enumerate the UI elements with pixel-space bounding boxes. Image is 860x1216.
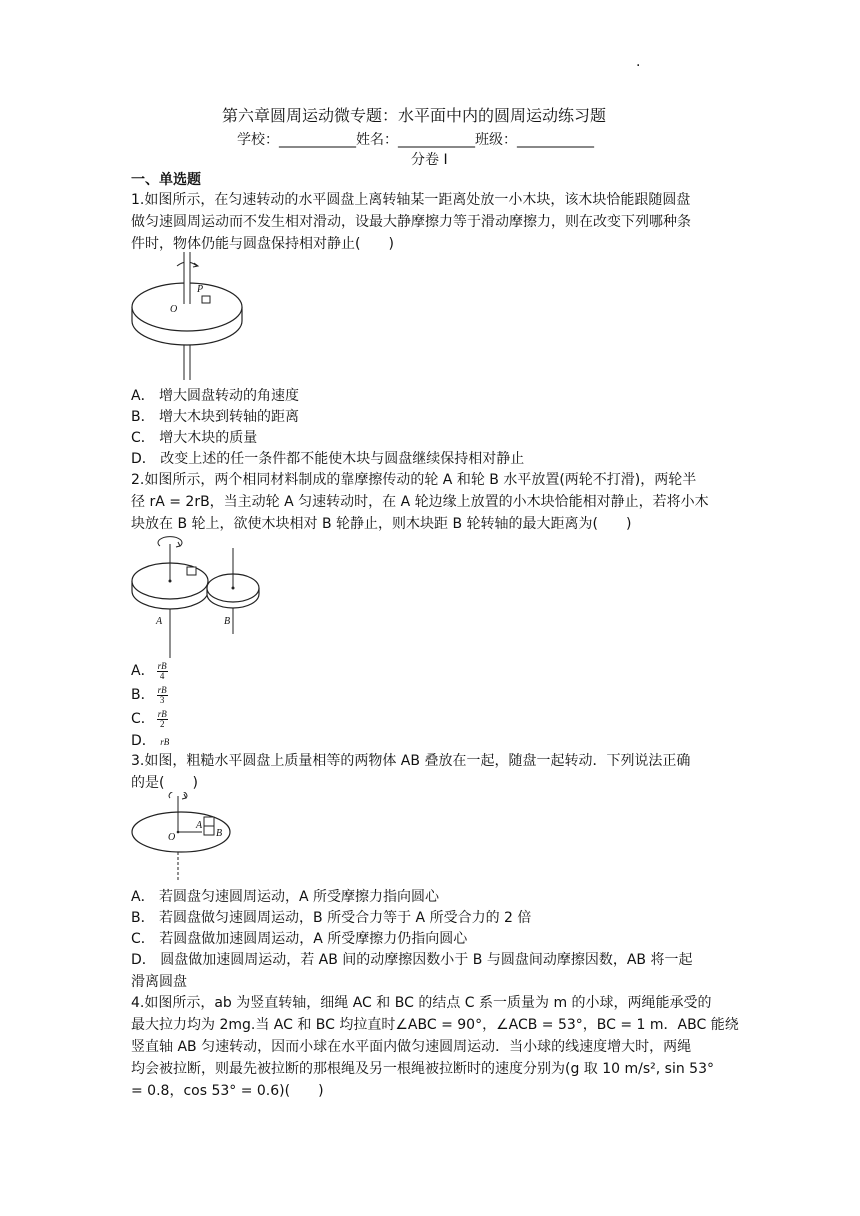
q3-option-d-cont: 滑离圆盘 <box>131 974 187 990</box>
q1-option-a: A． 增大圆盘转动的角速度 <box>131 388 300 404</box>
q2-option-b-num: rB <box>157 684 167 695</box>
q2-option-b-fraction <box>157 686 168 705</box>
q2-option-a <box>131 661 168 681</box>
q2-option-a-den: 4 <box>159 670 165 681</box>
q2-option-c-label: C． <box>131 711 155 727</box>
q2-label-b: B <box>224 616 231 627</box>
page-title: 第六章圆周运动微专题：水平面中内的圆周运动练习题 <box>222 106 607 125</box>
q2-option-c-den: 2 <box>160 718 165 729</box>
q1-figure-turntable <box>128 252 254 382</box>
q4-line-4: 均会被拉断，则最先被拉断的那根绳及另一根绳被拉断时的速度分别为(g 取 10 m/s², sin 53° <box>131 1061 714 1077</box>
q2-option-a-label: A． <box>131 663 155 679</box>
q1-line-1: 1.如图所示，在匀速转动的水平圆盘上离转轴某一距离处放一小木块，该木块恰能跟随圆盘 <box>131 192 691 208</box>
q2-option-c-fraction <box>157 710 168 729</box>
q4-line-5: = 0.8，cos 53° = 0.6)( ) <box>131 1083 324 1099</box>
q1-option-b: B． 增大木块到转轴的距离 <box>131 409 300 425</box>
q2-line-1: 2.如图所示，两个相同材料制成的靠摩擦传动的轮 A 和轮 B 水平放置(两轮不打滑)，两轮半 <box>131 472 697 488</box>
student-info-line <box>237 130 594 150</box>
school-label: 学校： <box>237 132 279 148</box>
q4-line-1: 4.如图所示，ab 为竖直转轴，细绳 AC 和 BC 的结点 C 系一质量为 m 的小球，两绳能承受的 <box>131 995 712 1011</box>
q3-option-a: A． 若圆盘匀速圆周运动，A 所受摩擦力指向圆心 <box>131 889 440 905</box>
q3-option-d: D． 圆盘做加速圆周运动，若 AB 间的动摩擦因数小于 B 与圆盘间动摩擦因数，AB 将一起 <box>131 952 693 968</box>
q1-label-p: P <box>197 284 204 295</box>
volume-label: 分卷 I <box>411 152 448 168</box>
q4-line-2: 最大拉力均为 2mg.当 AC 和 BC 均拉直时∠ABC = 90°，∠ACB = 53°，BC = 1 m．ABC 能绕 <box>131 1017 739 1033</box>
q2-option-a-fraction <box>157 662 168 681</box>
q2-option-a-num: rB <box>157 660 167 671</box>
q2-line-3: 块放在 B 轮上，欲使木块相对 B 轮静止，则木块距 B 轮转轴的最大距离为( ) <box>131 516 632 532</box>
q2-option-d <box>131 731 169 752</box>
name-label: 姓名： <box>356 132 398 148</box>
name-blank: ___________ <box>398 132 475 148</box>
q2-option-d-value: rB <box>160 737 170 747</box>
q4-line-3: 竖直轴 AB 匀速转动，因而小球在水平面内做匀速圆周运动．当小球的线速度增大时，两绳 <box>131 1039 692 1055</box>
q3-label-a: A <box>196 820 203 831</box>
q1-line-3: 件时，物体仍能与圆盘保持相对静止( ) <box>131 236 394 252</box>
q2-option-b-label: B． <box>131 687 155 703</box>
header-dot: · <box>636 58 641 74</box>
q2-option-d-label: D． <box>131 733 156 749</box>
q2-label-a: A <box>156 616 163 627</box>
q3-option-b: B． 若圆盘做匀速圆周运动，B 所受合力等于 A 所受合力的 2 倍 <box>131 910 532 926</box>
q2-option-c-num: rB <box>157 708 167 719</box>
q2-option-b <box>131 685 168 705</box>
q3-line-1: 3.如图，粗糙水平圆盘上质量相等的两物体 AB 叠放在一起，随盘一起转动．下列说法正确 <box>131 753 691 769</box>
q1-label-o: O <box>170 304 178 315</box>
q1-option-c: C． 增大木块的质量 <box>131 430 258 446</box>
class-label: 班级： <box>475 132 517 148</box>
q1-option-d: D． 改变上述的任一条件都不能使木块与圆盘继续保持相对静止 <box>131 451 525 467</box>
q3-line-2: 的是( ) <box>131 775 198 791</box>
q2-option-c <box>131 709 168 729</box>
q3-option-c: C． 若圆盘做加速圆周运动，A 所受摩擦力仍指向圆心 <box>131 931 468 947</box>
class-blank: ___________ <box>517 132 594 148</box>
school-blank: ___________ <box>279 132 356 148</box>
q1-line-2: 做匀速圆周运动而不发生相对滑动，设最大静摩擦力等于滑动摩擦力，则在改变下列哪种条 <box>131 214 691 230</box>
q2-line-2: 径 rA = 2rB，当主动轮 A 匀速转动时，在 A 轮边缘上放置的小木块恰能相对静止，若将小木 <box>131 494 709 510</box>
q2-option-b-den: 3 <box>159 694 165 705</box>
q3-label-b: B <box>216 828 223 839</box>
q2-figure-two-wheels <box>128 534 268 660</box>
section-heading: 一、单选题 <box>131 172 201 188</box>
q3-label-o: O <box>168 832 176 843</box>
